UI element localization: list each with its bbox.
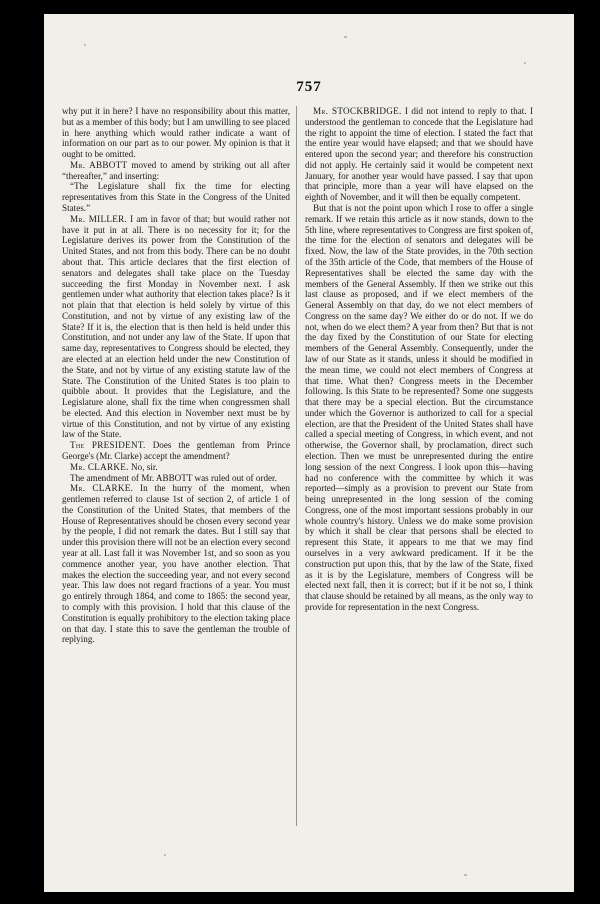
- speaker: Mr. STOCKBRIDGE.: [313, 106, 402, 116]
- speaker: Mr. CLARKE.: [70, 483, 134, 494]
- scan-speck: [164, 854, 166, 856]
- paragraph: [305, 106, 533, 203]
- column-divider: [296, 106, 297, 826]
- paragraph: [62, 440, 290, 462]
- paragraph-text: I am in favor of that; but would rather not have it put in at all. There is no necessity for it; for the Legislature derives its power from the Constitution of the United States, and not from this body. There can be no doubt about that. This article declares that the first election of senators and delegates shall take place on the Tuesday succeeding the first Monday in November next. I ask gentlemen under what authority that election takes place? Is it not plain that that election is held solely by virtue of this Constitution, and not by virtue of any existing law of the State? If it is, the election that is then held is held under this Constitution, and not under any law of the State. If upon that same day, representatives to Congress should be elected, they are elected at an election held under the new Constitution of the State, and not by virtue of any existing statute law of the State. The Constitution of the United States is too plain to quibble about. It provides that the Legislature, and the Legislature alone, shall fix the time when congressmen shall be elected. And this election in November next must be by virtue of this Constitution, and not by virtue of any existing law of the State.: [62, 213, 290, 440]
- paragraph-text: No, sir.: [128, 461, 158, 472]
- paragraph: [305, 203, 533, 613]
- speaker: Mr. MILLER.: [70, 213, 128, 224]
- paragraph-text: But that is not the point upon which I rose to offer a single remark. If we retain this article as it now stands, down to the 5th line, where representatives to Congress are first spoken of, the time for the election of senators and delegates will be fixed. Now, the law of the State provides, in the 70th section of the 35th article of the Code, that members of the House of Representatives shall be elected the same day with the members of the General Assembly. If then we strike out this last clause as proposed, and if we elect members of the General Assembly on that day, do we not elect members of Congress on the same day? We either do or do not. If we do not, when do we elect them? A year from then? But that is not the day fixed by the Constitution of our State for electing members of the General Assembly. Consequently, under the law of our State as it stands, unless it should be modified in the mean time, we could not elect members of Congress at that time. What then? Congress meets in the December following. Is this State to be represented? Some one suggests that there may be a special election. But the circumstance under which the Governor is authorized to call for a special election, are that the President of the United States shall have called a special meeting of Congress, in which event, and not otherwise, the Governor shall, by proclamation, direct such election. Then we must be unrepresented during the entire long session of the next Congress. I look upon this—having had no conference with the committee by which it was reported—simply as a provision to prevent our State from being unrepresented in the long session of the coming Congress, one of the most important sessions probably in our whole country's history. Unless we do make some provision by which it shall be clear that persons shall be elected to represent this State, it appears to me that we may find ourselves in a very awkward predicament. If it be the construction put upon this, that by the law of the State, fixed as it is by the Legislature, members of Congress will be elected next fall, then it is correct; but if it be not so, I think that clause should be retained by all means, as the only way to provide for representation in the next Congress.: [305, 203, 533, 612]
- paragraph: [62, 462, 290, 473]
- paragraph-text: I did not intend to reply to that. I understood the gentleman to concede that the Legislature had the right to appoint the time of election. I stated the fact that the entire year would have elapsed; and that we should have entered upon the second year; and therefore his construction did not apply. He certainly said it would be competent next January, for another year would have passed. I say that upon that principle, more than a year will have elapsed on the eighth of November, and it will then be equally competent.: [305, 106, 533, 203]
- scan-speck: [464, 874, 467, 876]
- paragraph-text: Does the gentleman from Prince George's (Mr. Clarke) accept the amendment?: [62, 440, 290, 461]
- paragraph-text: why put it in here? I have no responsibility about this matter, but as a member of this body; but I am unwilling to see placed in here anything which would rather indicate a want of information on our part as to our power. My opinion is that it ought to be omitted.: [62, 106, 290, 160]
- paragraph-text: “The Legislature shall fix the time for electing representatives from this State in the Congress of the United States.”: [62, 181, 290, 214]
- page-number: 757: [296, 79, 322, 95]
- scan-speck: [84, 44, 86, 46]
- newspaper-page: [44, 14, 574, 892]
- paragraph-text: In the hurry of the moment, when gentlemen referred to clause 1st of section 2, of article 1 of the Constitution of the United States, that members of the House of Representatives should be chosen every second year by the people, I did not remark the dates. But I still say that under this provision there will not be an election every second year at all. Last fall it was November 1st, and so soon as you commence another year, you have another election. That makes the election the succeeding year, and not every second year. This law does not regard fractions of a year. You must go entirely through 1864, and come to 1865: the second year, to comply with this provision. I hold that this clause of the Constitution is equally prohibitory to the election taking place on that day. I state this to save the gentleman the trouble of replying.: [62, 483, 290, 645]
- left-column: [62, 106, 290, 821]
- right-column: [305, 106, 533, 821]
- speaker: Mr. ABBOTT: [70, 159, 128, 170]
- speaker: Mr. CLARKE.: [70, 461, 129, 472]
- paragraph: [62, 473, 290, 484]
- speaker: The PRESIDENT.: [70, 440, 146, 451]
- paragraph: [62, 160, 290, 182]
- scan-speck: [344, 36, 347, 38]
- paragraph: [62, 181, 290, 213]
- paragraph: [62, 483, 290, 645]
- paragraph: [62, 106, 290, 160]
- paragraph-text: The amendment of Mr. ABBOTT was ruled out of order.: [70, 472, 277, 483]
- scan-speck: [524, 62, 526, 64]
- paragraph: [62, 214, 290, 440]
- paragraph-text: moved to amend by striking out all after “thereafter,” and inserting:: [62, 159, 290, 181]
